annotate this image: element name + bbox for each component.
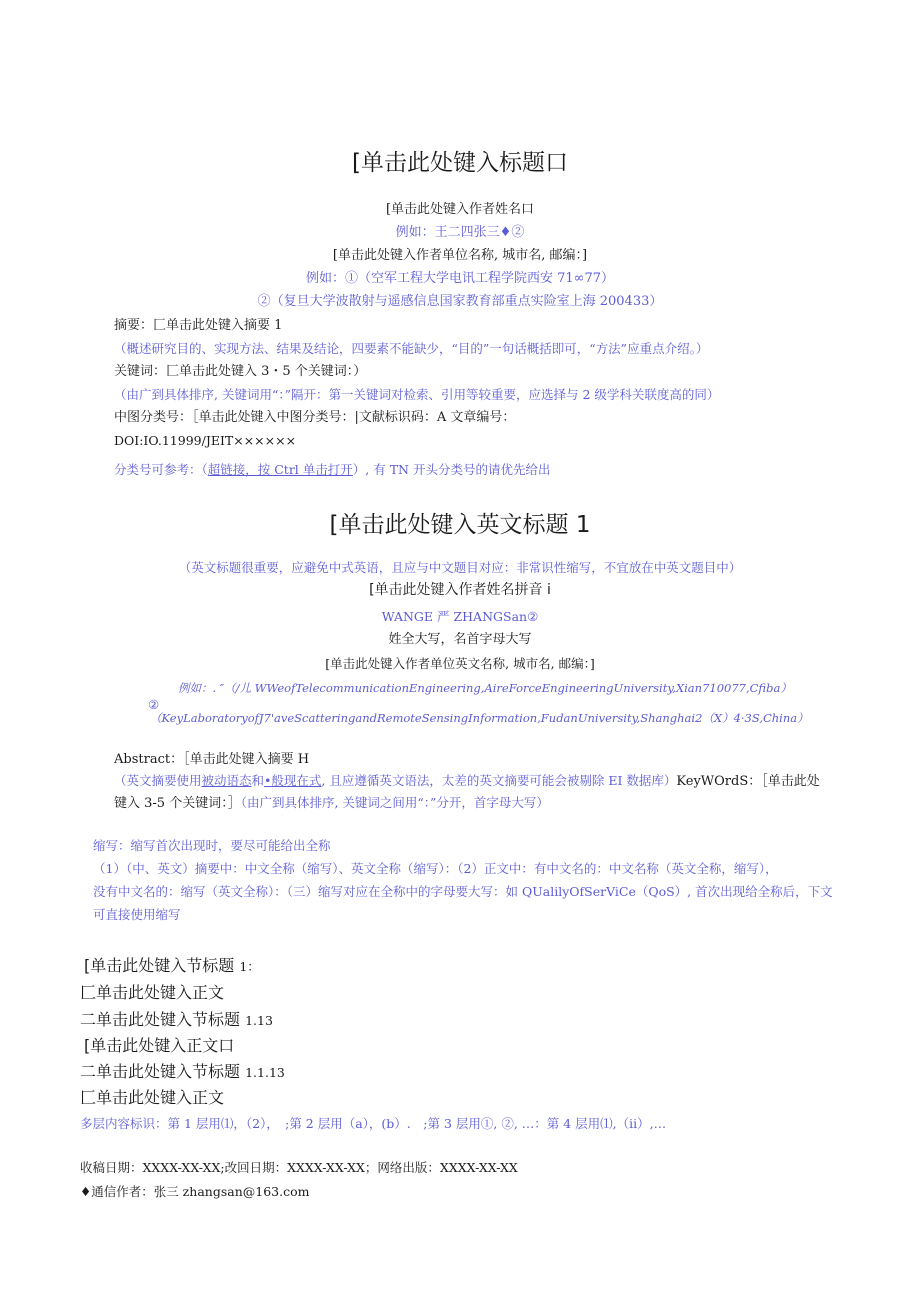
en-abstract-hint-b: 和 [251, 773, 265, 788]
en-affiliation-example-1: 例如：. ″（/儿 WWeofTelecommunicationEngineering,AireForceEngineeringUniversity,Xian710077,Cfiba） [178, 681, 792, 695]
cn-abstract[interactable]: 摘要：匚单击此处键入摘要 1 [114, 318, 283, 333]
en-keywords[interactable] [114, 795, 549, 812]
body-text-3[interactable]: 匚单击此处键入正文 [80, 1088, 225, 1107]
en-abstract-hint [114, 773, 820, 790]
en-affiliation[interactable]: [单击此处键入作者单位英文名称, 城市名, 邮编：] [325, 656, 595, 671]
cn-affiliation-example-2: ②（复旦大学波散射与遥感信息国家教育部重点实险室上海 200433） [257, 294, 663, 309]
ref-suffix: ）, 有 TN 开头分类号的请优先给出 [352, 462, 551, 477]
cn-classification-reference [114, 462, 550, 477]
en-affiliation-example-2: （KeyLaboratoryofJ7'aveScatteringandRemoteSensingInformation,FudanUniversity,Shanghai2（X）4·3S,China） [150, 711, 809, 725]
cn-keywords-hint: （由广到具体排序, 关键词用“：”隔开：第一关键词对检索、引用等较重要，应选择与 2 级学科关联度高的同） [114, 387, 720, 402]
section-heading-3-number: 1.1.13 [245, 1065, 285, 1080]
section-heading-2[interactable] [80, 1010, 273, 1029]
section-heading-3[interactable] [80, 1062, 285, 1081]
ref-prefix: 分类号可参考：（ [114, 462, 208, 477]
en-author-example: WANGE 严 ZHANGSan② [381, 609, 539, 624]
level-markers-note: 多层内容标识：第 1 层用⑴，（2）， ;第 2 层用（a），(b）. ;第 3 层用①, ②, …：第 4 层用⑴,（ii）,… [80, 1116, 667, 1131]
section-heading-2-text[interactable]: 二单击此处键入节标题 [80, 1010, 241, 1029]
cn-classification[interactable]: 中图分类号：［单击此处键入中图分类号：|文献标识码：A 文章编号： [114, 410, 516, 425]
section-heading-1[interactable] [84, 956, 260, 975]
abbr-line-1: （1）（中、英文）摘要中：中文全称（缩写）、英文全称（缩写）：（2）正文中：有中文名的：中文名称（英文全称，缩写）， [93, 861, 778, 876]
body-text-1[interactable]: 匚单击此处键入正文 [80, 983, 225, 1002]
body-text-2[interactable]: [单击此处键入正文口 [84, 1036, 235, 1055]
section-heading-3-text[interactable]: 二单击此处键入节标题 [80, 1062, 241, 1081]
classification-hyperlink[interactable]: 超链接，按 Ctrl 单击打开 [207, 462, 353, 477]
abbr-title: 缩写：缩写首次出现时，要尽可能给出全称 [93, 838, 331, 853]
present-tense-link[interactable]: •般现在式 [264, 773, 322, 788]
en-keywords-hint: （由广到具体排序, 关键词之间用“：”分开，首字母大写） [240, 795, 549, 810]
cn-doi: DOI:IO.11999/JEIT×××××× [114, 433, 297, 448]
en-author[interactable]: [单击此处键入作者姓名拼音 i [369, 582, 551, 598]
en-author-note: 姓全大写，名首字母大写 [388, 632, 532, 647]
en-keywords-label[interactable]: KeyWOrdS：［单击此处 [676, 774, 820, 789]
abbr-line-2: 没有中文名的：缩写（英文全称）：（三）缩写对应在全称中的字母要大写：如 QUalilyOfSerViCe（QoS）, 首次出现给全称后，下文 [93, 884, 833, 899]
en-abstract-hint-a: （英文摘要使用 [114, 773, 202, 788]
section-heading-1-text[interactable]: [单击此处键入节标题 [84, 956, 235, 975]
en-title[interactable]: [单击此处键入英文标题 1 [329, 512, 591, 538]
cn-author[interactable]: [单击此处键入作者姓名口 [385, 202, 535, 217]
cn-author-example: 例如：王二四张三♦② [395, 225, 525, 240]
section-heading-2-number: 1.13 [245, 1013, 273, 1028]
cn-affiliation-example-1: 例如：①（空军工程大学电讯工程学院西安 71∞77） [305, 271, 615, 286]
cn-abstract-hint: （概述研究目的、实现方法、结果及结论，四要素不能缺少，“目的”一句话概括即可，“方法”应重点介绍。） [114, 341, 709, 356]
en-abstract[interactable]: Abstract：［单击此处键入摘要 H [114, 752, 310, 767]
en-affiliation-example-2-mark: ② [148, 697, 160, 712]
cn-title[interactable]: [单击此处键入标题口 [352, 150, 568, 176]
en-abstract-hint-c: , 且应遵循英文语法，太差的英文摘要可能会被剔除 EI 数据库） [321, 773, 677, 788]
en-title-hint: （英文标题很重要，应避免中式英语，且应与中文题目对应：非常识性缩写，不宜放在中英文题目中） [178, 560, 742, 575]
passive-voice-link[interactable]: 被动语态 [201, 773, 252, 788]
abbr-line-3: 可直接使用缩写 [93, 907, 181, 922]
dates-note: 收稿日期：XXXX-XX-XX;改回日期：XXXX-XX-XX；网络出版：XXXX-XX-XX [80, 1160, 518, 1175]
en-keywords-placeholder[interactable]: 键入 3-5 个关键词：］ [114, 796, 241, 811]
section-heading-1-number: 1： [239, 959, 260, 974]
corresponding-author-note: ♦通信作者：张三 zhangsan@163.com [80, 1184, 310, 1199]
cn-affiliation[interactable]: [单击此处键入作者单位名称, 城市名, 邮编：] [332, 248, 588, 263]
cn-keywords[interactable]: 关键词：匚单击此处键入 3・5 个关键词：） [114, 364, 367, 379]
